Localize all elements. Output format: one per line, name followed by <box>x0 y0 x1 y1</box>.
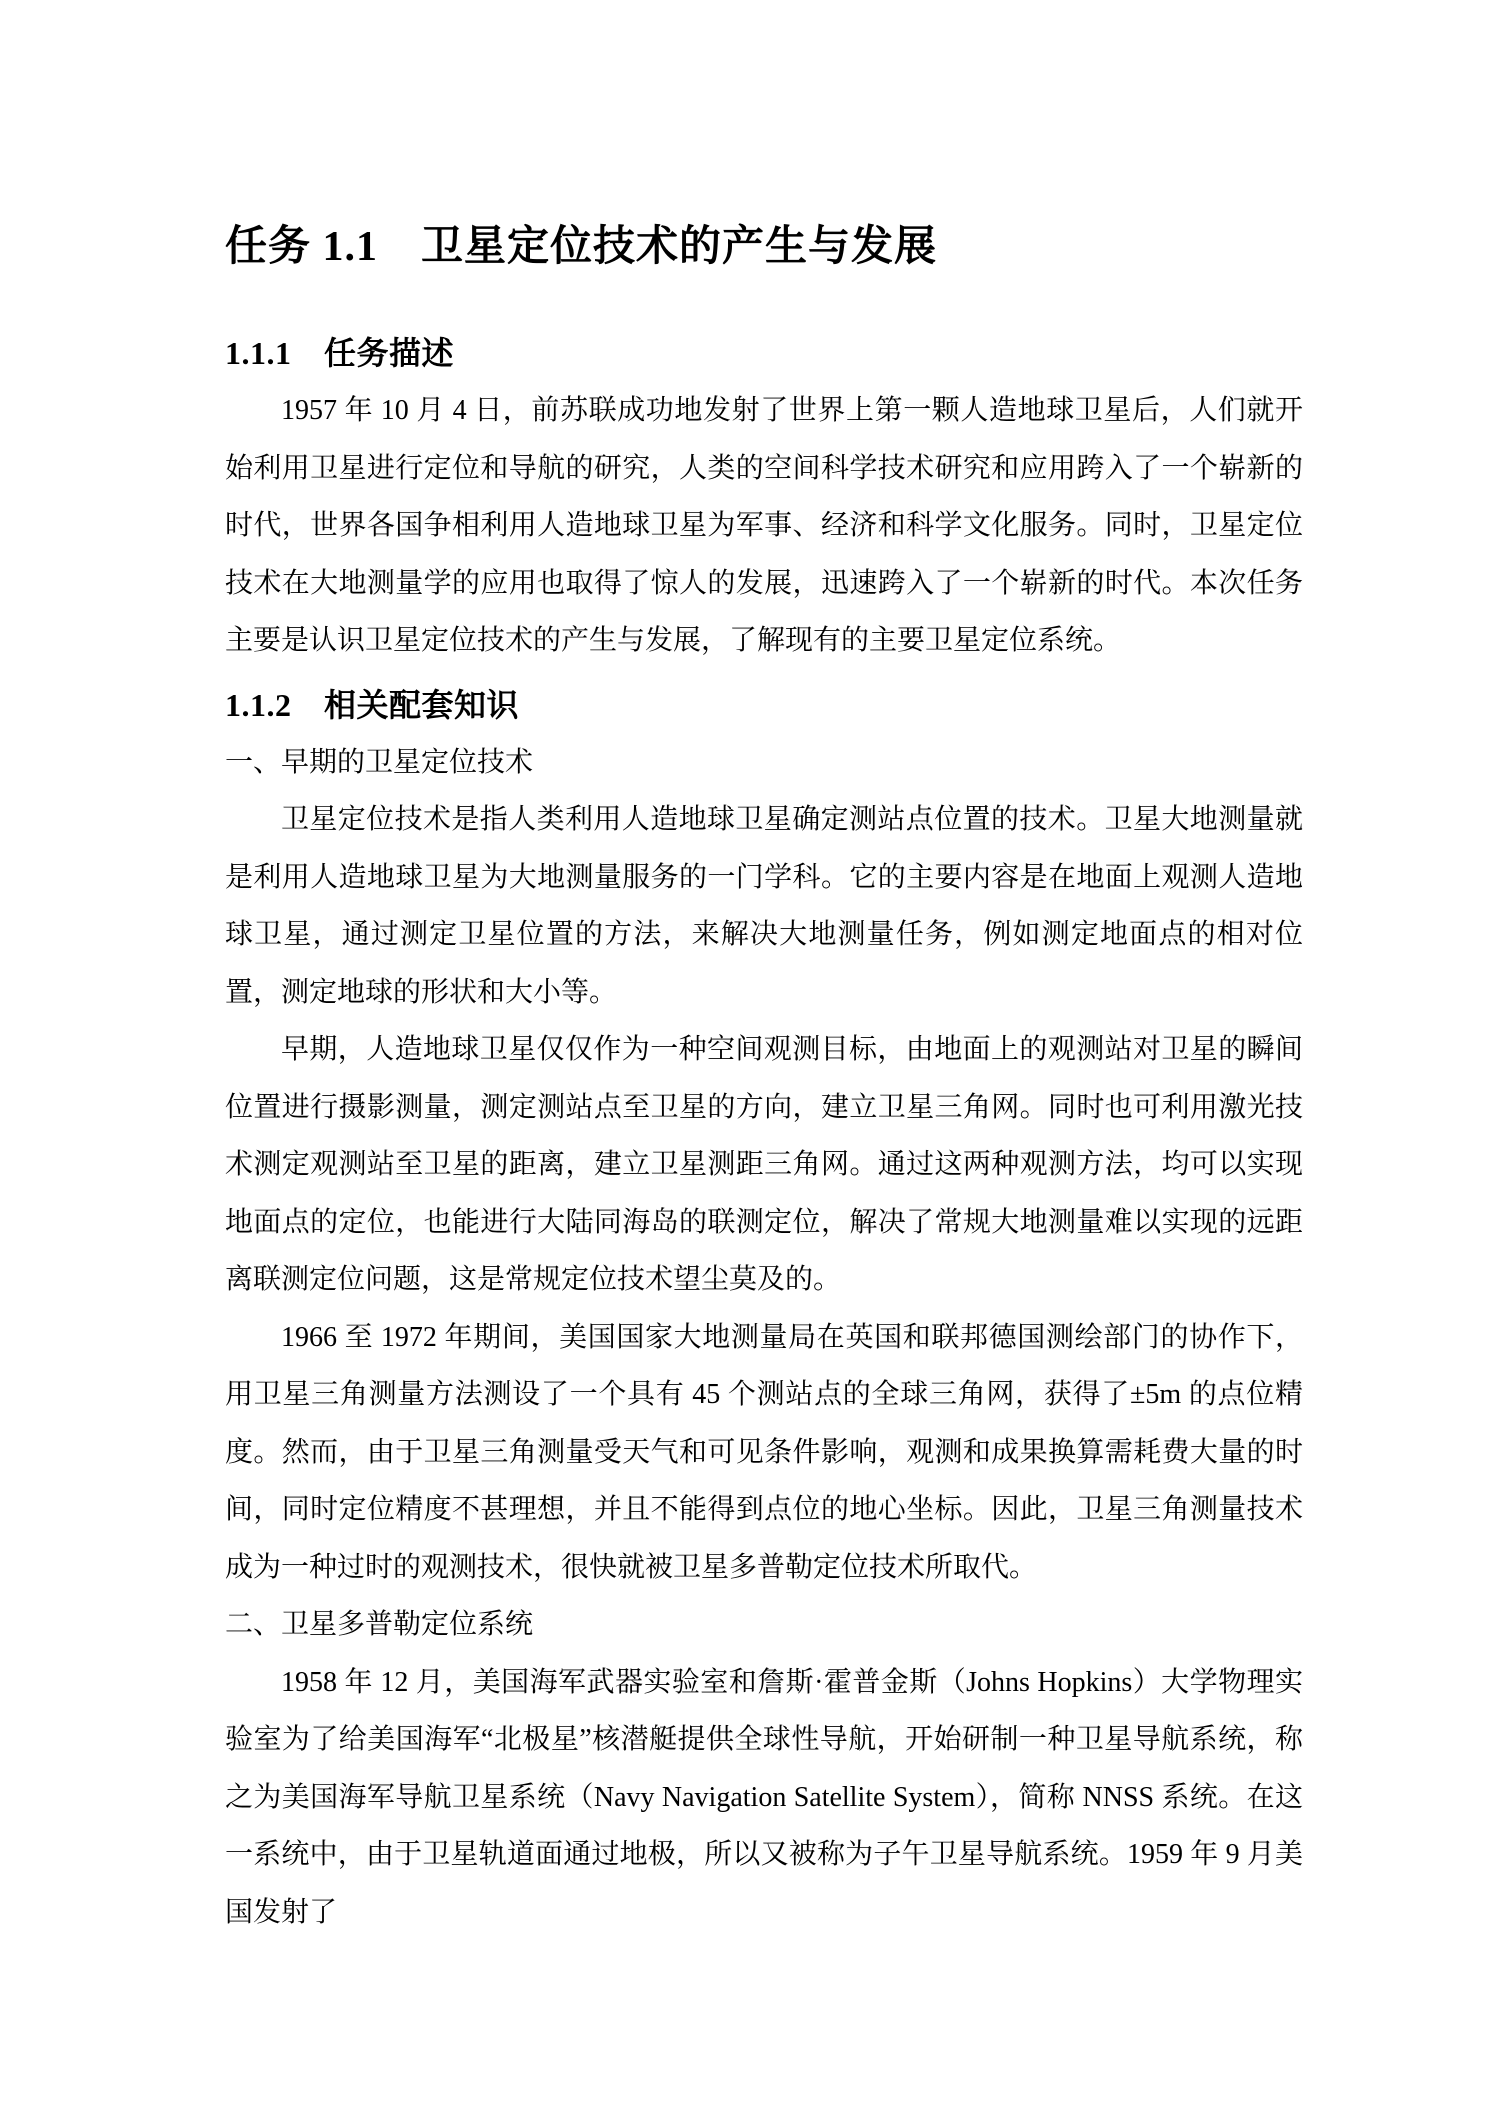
section-1-paragraph-1: 1957 年 10 月 4 日，前苏联成功地发射了世界上第一颗人造地球卫星后，人们就开始利用卫星进行定位和导航的研究，人类的空间科学技术研究和应用跨入了一个崭新的时代，世界各国争相利用人造地球卫星为军事、经济和科学文化服务。同时，卫星定位技术在大地测量学的应用也取得了惊人的发展，迅速跨入了一个崭新的时代。本次任务主要是认识卫星定位技术的产生与发展，了解现有的主要卫星定位系统。 <box>225 395 1303 656</box>
subsection-2-heading: 二、卫星多普勒定位系统 <box>225 1609 534 1640</box>
subsection-1-paragraph-1: 卫星定位技术是指人类利用人造地球卫星确定测站点位置的技术。卫星大地测量就是利用人造地球卫星为大地测量服务的一门学科。它的主要内容是在地面上观测人造地球卫星，通过测定卫星位置的方法，来解决大地测量任务，例如测定地面点的相对位置，测定地球的形状和大小等。 <box>225 804 1303 1008</box>
document-title: 任务 1.1 卫星定位技术的产生与发展 <box>225 224 938 270</box>
subsection-2-paragraph-1: 1958 年 12 月，美国海军武器实验室和詹斯·霍普金斯（Johns Hopkins）大学物理实验室为了给美国海军“北极星”核潜艇提供全球性导航，开始研制一种卫星导航系统，称之为美国海军导航卫星系统（Navy Navigation Satellite System），简称 NNSS 系统。在这一系统中，由于卫星轨道面通过地极，所以又被称为子午卫星导航系统。1959 年 9 月美国发射了 <box>225 1666 1303 1928</box>
section-heading-1-1-2: 1.1.2 相关配套知识 <box>225 686 520 723</box>
subsection-1-heading: 一、早期的卫星定位技术 <box>225 746 534 778</box>
subsection-1-paragraph-3: 1966 至 1972 年期间，美国国家大地测量局在英国和联邦德国测绘部门的协作下，用卫星三角测量方法测设了一个具有 45 个测站点的全球三角网，获得了±5m 的点位精度。然而，由于卫星三角测量受天气和可见条件影响，观测和成果换算需耗费大量的时间，同时定位精度不甚理想，并且不能得到点位的地心坐标。因此，卫星三角测量技术成为一种过时的观测技术，很快就被卫星多普勒定位技术所取代。 <box>225 1321 1303 1583</box>
section-heading-1-1-1: 1.1.1 任务描述 <box>225 335 455 371</box>
subsection-1-paragraph-2: 早期，人造地球卫星仅仅作为一种空间观测目标，由地面上的观测站对卫星的瞬间位置进行摄影测量，测定测站点至卫星的方向，建立卫星三角网。同时也可利用激光技术测定观测站至卫星的距离，建立卫星测距三角网。通过这两种观测方法，均可以实现地面点的定位，也能进行大陆同海岛的联测定位，解决了常规大地测量难以实现的远距离联测定位问题，这是常规定位技术望尘莫及的。 <box>225 1034 1303 1295</box>
document-content <box>225 222 1303 1941</box>
